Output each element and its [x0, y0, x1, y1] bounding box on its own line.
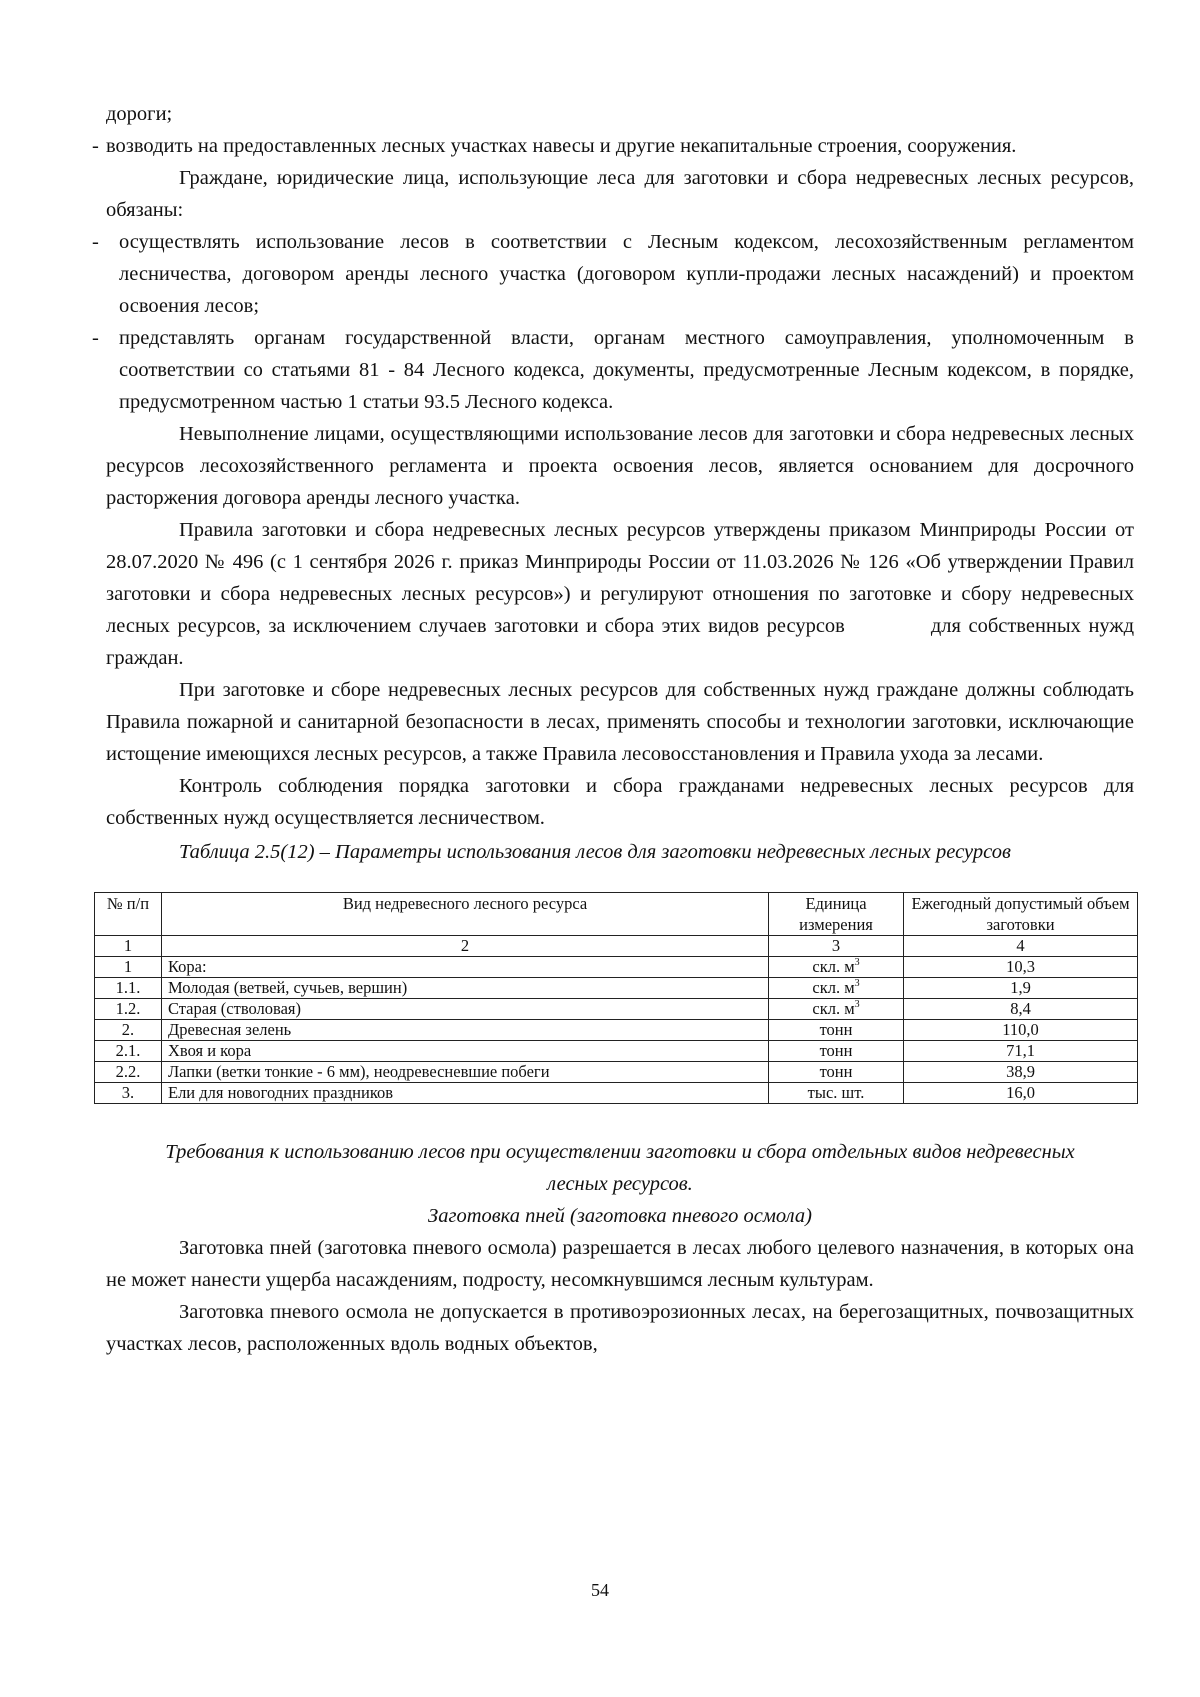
table-caption: Таблица 2.5(12) – Параметры использования лесов для заготовки недревесных лесных ресурсов: [179, 841, 1011, 863]
table-body: [95, 957, 1138, 1104]
row-number: 1.2.: [95, 999, 162, 1020]
table-row: [95, 1083, 1138, 1104]
annual-volume: 10,3: [904, 957, 1138, 978]
unit: тыс. шт.: [769, 1083, 904, 1104]
unit: тонн: [769, 1041, 904, 1062]
table-row: [95, 999, 1138, 1020]
dash-marker: -: [92, 327, 99, 349]
document-page: [92, 98, 1134, 1360]
unit-superscript: 3: [854, 957, 860, 968]
paragraph-part: для собственных нужд граждан.: [106, 615, 1134, 669]
resource-name: Древесная зелень: [161, 1020, 768, 1041]
row-number: 1.1.: [95, 978, 162, 999]
unit-superscript: 3: [854, 978, 860, 989]
header-cell: Единица измерения: [769, 893, 904, 936]
row-number: 3.: [95, 1083, 162, 1104]
header-cell: Ежегодный допустимый объем заготовки: [904, 893, 1138, 936]
paragraph: [106, 514, 1134, 674]
bullet-item: [92, 226, 1134, 322]
dash-marker: -: [92, 135, 99, 157]
unit-superscript: 3: [854, 999, 860, 1010]
section-subheading: Заготовка пней (заготовка пневого осмола): [428, 1205, 812, 1227]
header-cell: Вид недревесного лесного ресурса: [161, 893, 768, 936]
paragraph: При заготовке и сборе недревесных лесных ресурсов для собственных нужд граждане должны соблюдать Правила пожарной и санитарной безопасности в лесах, применять способы и технологии заготовки, исключающие истощение имеющихся лесных ресурсов, а также Правила лесовосстановления и Правила ухода за лесами.: [106, 679, 1134, 765]
table-row: [95, 1041, 1138, 1062]
annual-volume: 1,9: [904, 978, 1138, 999]
table-row: [95, 957, 1138, 978]
unit: скл. $м^3$: [769, 999, 904, 1020]
bullet-text: возводить на предоставленных лесных участках навесы и другие некапитальные строения, сооружения.: [106, 135, 1017, 157]
section-heading: Требования к использованию лесов при осуществлении заготовки и сбора отдельных видов недревесных лесных ресурсов.: [165, 1141, 1075, 1195]
row-number: 2.2.: [95, 1062, 162, 1083]
unit: тонн: [769, 1020, 904, 1041]
column-number-row: [95, 936, 1138, 957]
resource-name: Молодая (ветвей, сучьев, вершин): [161, 978, 768, 999]
row-number: 2.: [95, 1020, 162, 1041]
bullet-text: представлять органам государственной власти, органам местного самоуправления, уполномоченным в соответствии со статьями 81 - 84 Лесного кодекса, документы, предусмотренные Лесным кодексом, в порядке, предусмотренном частью 1 статьи 93.5 Лесного кодекса.: [119, 327, 1134, 413]
table-row: [95, 1020, 1138, 1041]
table-header-row: [95, 893, 1138, 936]
paragraph: дороги;: [106, 103, 173, 125]
paragraph: Граждане, юридические лица, использующие леса для заготовки и сбора недревесных лесных ресурсов, обязаны:: [106, 167, 1134, 221]
column-number: 3: [769, 936, 904, 957]
column-number: 4: [904, 936, 1138, 957]
unit: скл. $м^3$: [769, 957, 904, 978]
dash-marker: -: [92, 231, 99, 253]
table-row: [95, 1062, 1138, 1083]
bullet-item: [92, 130, 1134, 162]
paragraph: Заготовка пневого осмола не допускается в противоэрозионных лесах, на берегозащитных, почвозащитных участках лесов, расположенных вдоль водных объектов,: [106, 1301, 1134, 1355]
resource-name: Хвоя и кора: [161, 1041, 768, 1062]
annual-volume: 16,0: [904, 1083, 1138, 1104]
unit: тонн: [769, 1062, 904, 1083]
annual-volume: 8,4: [904, 999, 1138, 1020]
header-cell: № п/п: [95, 893, 162, 936]
annual-volume: 38,9: [904, 1062, 1138, 1083]
annual-volume: 71,1: [904, 1041, 1138, 1062]
resource-name: Кора:: [161, 957, 768, 978]
page-number: 54: [591, 1580, 609, 1600]
resource-name: Старая (стволовая): [161, 999, 768, 1020]
annual-volume: 110,0: [904, 1020, 1138, 1041]
resource-name: Лапки (ветки тонкие - 6 мм), неодревесневшие побеги: [161, 1062, 768, 1083]
column-number: 2: [161, 936, 768, 957]
table-row: [95, 978, 1138, 999]
paragraph-part: Правила заготовки и сбора недревесных лесных ресурсов утверждены приказом Минприроды России от 28.07.2020 № 496 (с 1 сентября 2026 г. приказ Минприроды России от 11.03.2026 № 126 «Об утверждении Правил заготовки и сбора недревесных лесных ресурсов») и регулируют отношения по заготовке и сбору недревесных лесных ресурсов, за исключением случаев заготовки и сбора этих видов ресурсов: [106, 519, 1134, 637]
resources-table: [94, 892, 1138, 1104]
row-number: 2.1.: [95, 1041, 162, 1062]
paragraph: Невыполнение лицами, осуществляющими использование лесов для заготовки и сбора недревесных лесных ресурсов лесохозяйственного регламента и проекта освоения лесов, является основанием для досрочного расторжения договора аренды лесного участка.: [106, 423, 1134, 509]
bullet-text: осуществлять использование лесов в соответствии с Лесным кодексом, лесохозяйственным регламентом лесничества, договором аренды лесного участка (договором купли-продажи лесных насаждений) и проектом освоения лесов;: [119, 231, 1134, 317]
paragraph: Заготовка пней (заготовка пневого осмола) разрешается в лесах любого целевого назначения, в которых она не может нанести ущерба насаждениям, подросту, несомкнувшимся лесным культурам.: [106, 1237, 1134, 1291]
unit: скл. $м^3$: [769, 978, 904, 999]
section: [106, 1136, 1134, 1360]
paragraph: Контроль соблюдения порядка заготовки и сбора гражданами недревесных лесных ресурсов для собственных нужд осуществляется лесничеством.: [106, 775, 1134, 829]
bullet-item: [92, 322, 1134, 418]
row-number: 1: [95, 957, 162, 978]
resource-name: Ели для новогодних праздников: [161, 1083, 768, 1104]
column-number: 1: [95, 936, 162, 957]
